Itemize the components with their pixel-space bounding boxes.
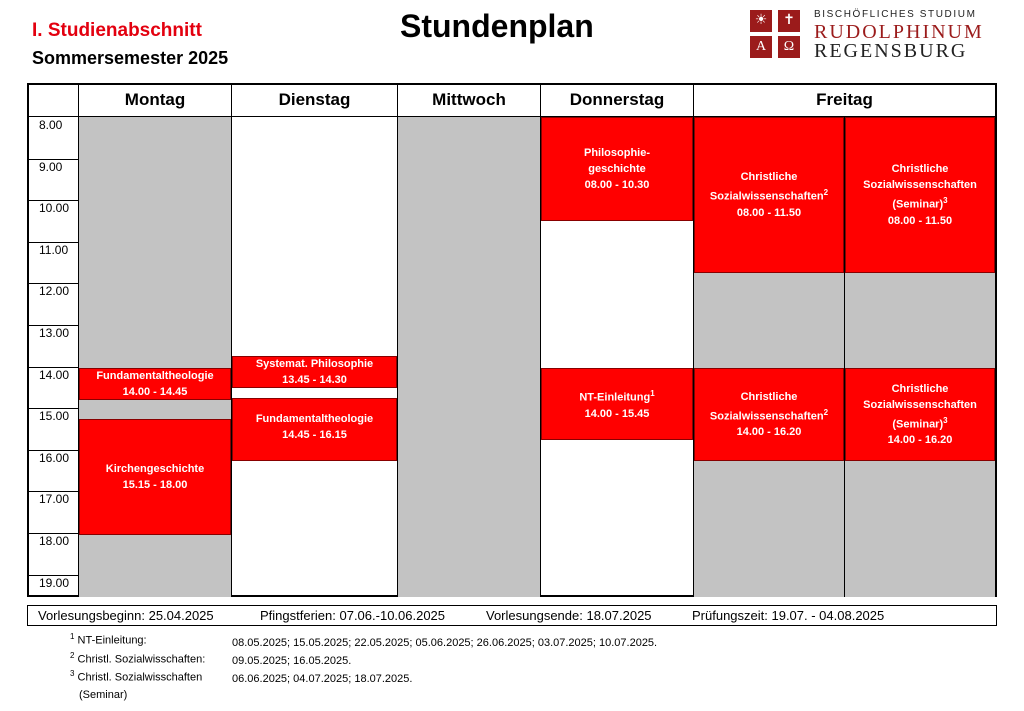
- lecture-end: Vorlesungsende: 18.07.2025: [486, 608, 652, 623]
- omega-icon: Ω: [778, 36, 800, 58]
- event-time: 15.15 - 18.00: [122, 479, 188, 491]
- time-label: 16.00: [39, 450, 70, 465]
- time-label: 15.00: [39, 409, 70, 424]
- logo-line3: REGENSBURG: [814, 40, 968, 62]
- event-time: 14.00 - 16.20: [736, 426, 802, 439]
- event-name: Systemat. Philosophie: [255, 358, 374, 370]
- event-name: Kirchengeschichte: [105, 463, 205, 475]
- event-name-1: Philosophie-: [584, 147, 650, 159]
- footnote-2-label: $^2$ Christl. Sozialwisschaften:: [70, 651, 206, 666]
- alpha-icon: Α: [750, 36, 772, 58]
- lecture-start: Vorlesungsbeginn: 25.04.2025: [38, 608, 214, 623]
- time-label: 19.00: [39, 575, 70, 590]
- event-kirchengeschichte[interactable]: [79, 419, 231, 535]
- event-sozialwissenschaften-seminar-pm[interactable]: [845, 368, 995, 461]
- event-systemat-philosophie[interactable]: [232, 356, 397, 388]
- time-label: 8.00: [39, 118, 63, 132]
- section-title: I. Studienabschnitt: [32, 20, 202, 41]
- footnote-3-label-2: (Seminar): [79, 689, 128, 701]
- event-name-2: Sozialwissenschaften: [863, 179, 977, 192]
- event-name-2: Sozialwissenschaften$^2$: [709, 188, 829, 203]
- event-name-1: Christliche: [891, 163, 949, 176]
- time-separator: [29, 159, 78, 160]
- time-label: 13.00: [39, 326, 70, 340]
- event-time: 13.45 - 14.30: [282, 374, 347, 386]
- footnote-1-dates: 08.05.2025; 15.05.2025; 22.05.2025; 05.06.2025; 26.06.2025; 03.07.2025; 10.07.2025.: [232, 637, 658, 649]
- logo-line2: RUDOLPHINUM: [814, 21, 984, 43]
- event-time: 14.45 - 16.15: [282, 429, 347, 441]
- time-label: 10.00: [39, 201, 70, 216]
- exam-period: Prüfungszeit: 19.07. - 04.08.2025: [692, 608, 885, 623]
- footnote-2-dates: 09.05.2025; 16.05.2025.: [232, 655, 352, 667]
- semester-info-bar: [27, 605, 997, 626]
- page-title: Stundenplan: [400, 8, 594, 44]
- pentecost-break: Pfingstferien: 07.06.-10.06.2025: [260, 608, 446, 623]
- time-separator: [29, 491, 78, 492]
- time-header-cell: [29, 85, 78, 117]
- event-sozialwissenschaften-am[interactable]: [694, 117, 844, 273]
- day-header-friday: Freitag: [693, 85, 995, 117]
- time-separator: [29, 533, 78, 534]
- event-name-1: Christliche: [891, 382, 949, 395]
- event-name-3: (Seminar)$^3$: [892, 415, 948, 431]
- time-separator: [29, 408, 78, 409]
- time-separator: [29, 200, 78, 201]
- event-name-1: Christliche: [740, 171, 798, 184]
- time-label: 14.00: [39, 367, 70, 382]
- fish-icon: ✝: [778, 10, 800, 32]
- column-wednesday: [397, 117, 540, 597]
- footnote-3-label: $^3$ Christl. Sozialwisschaften: [70, 669, 203, 684]
- time-label: 9.00: [39, 159, 63, 174]
- event-time: 08.00 - 11.50: [887, 214, 953, 227]
- day-header-thursday: Donnerstag: [540, 85, 693, 117]
- event-name-2: Sozialwissenschaften: [863, 398, 977, 411]
- logo: [750, 8, 990, 64]
- event-sozialwissenschaften-pm[interactable]: [694, 368, 844, 461]
- event-name-3: (Seminar)$^3$: [892, 196, 948, 211]
- event-fundamentaltheologie-mon[interactable]: [79, 368, 231, 400]
- event-time: 08.00 - 10.30: [584, 179, 650, 191]
- event-name: Fundamentaltheologie: [255, 413, 374, 425]
- logo-line1: BISCHÖFLICHES STUDIUM: [814, 9, 977, 20]
- event-time: 14.00 - 16.20: [887, 434, 953, 447]
- time-separator: [29, 575, 78, 576]
- time-label: 12.00: [39, 284, 70, 299]
- time-separator: [29, 325, 78, 326]
- time-separator: [29, 450, 78, 451]
- event-time: 14.00 - 14.45: [122, 386, 188, 398]
- semester-title: Sommersemester 2025: [32, 48, 229, 68]
- time-separator: [29, 283, 78, 284]
- time-separator: [29, 367, 78, 368]
- event-philosophiegeschichte[interactable]: [541, 117, 693, 221]
- event-name-2: geschichte: [588, 163, 646, 175]
- time-separator: [29, 242, 78, 243]
- timetable-grid: [27, 83, 997, 597]
- sun-icon: ☀: [750, 10, 772, 32]
- day-header-monday: Montag: [78, 85, 231, 117]
- time-label: 17.00: [39, 492, 70, 507]
- event-name-2: Sozialwissenschaften$^2$: [709, 407, 829, 423]
- time-label: 18.00: [39, 534, 70, 548]
- event-name: Fundamentaltheologie: [96, 370, 214, 382]
- event-name: NT-Einleitung$^1$: [579, 389, 655, 404]
- event-fundamentaltheologie-tue[interactable]: [232, 398, 397, 461]
- event-sozialwissenschaften-seminar-am[interactable]: [845, 117, 995, 273]
- event-time: 08.00 - 11.50: [736, 206, 802, 219]
- day-header-wednesday: Mittwoch: [397, 85, 540, 117]
- footnote-1-label: $^1$ NT-Einleitung:: [70, 632, 147, 647]
- day-header-tuesday: Dienstag: [231, 85, 397, 117]
- event-nt-einleitung[interactable]: [541, 368, 693, 440]
- event-name-1: Christliche: [740, 390, 798, 403]
- event-time: 14.00 - 15.45: [584, 407, 650, 420]
- footnote-3-dates: 06.06.2025; 04.07.2025; 18.07.2025.: [232, 673, 413, 685]
- time-label: 11.00: [39, 242, 69, 257]
